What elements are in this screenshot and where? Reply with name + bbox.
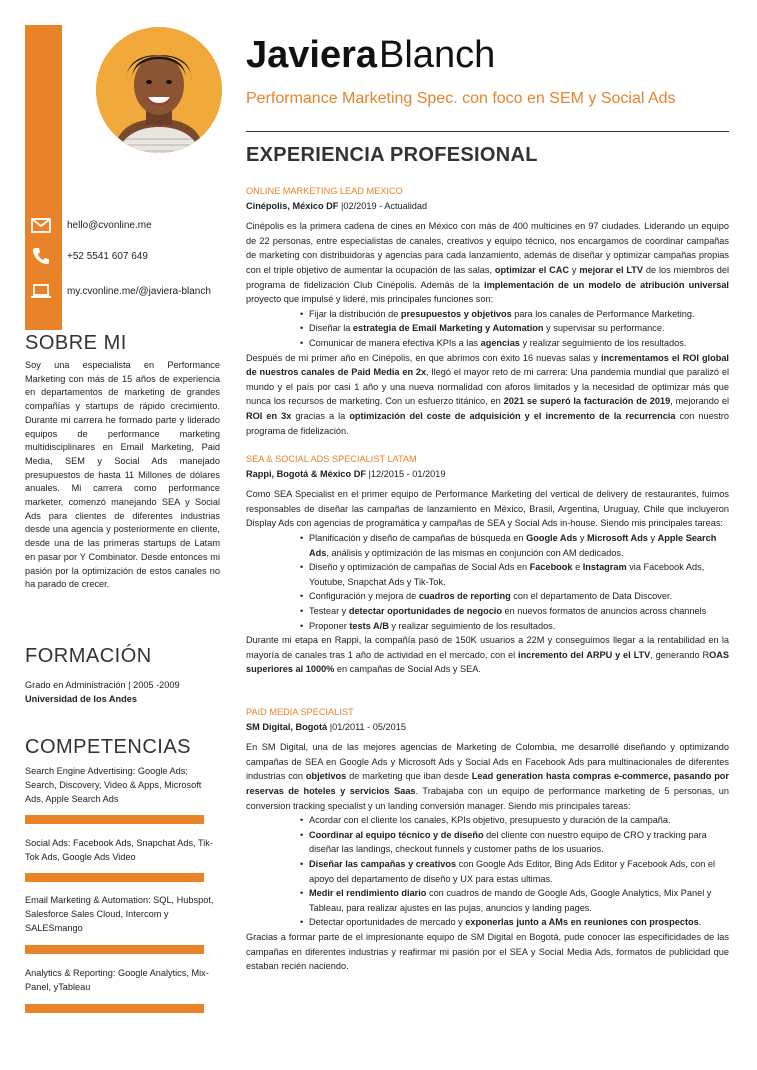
job-entry <box>246 184 729 438</box>
skills-title: COMPETENCIAS <box>25 736 192 758</box>
job-title: PAID MEDIA SPECIALIST <box>246 707 354 717</box>
task-bullet: • Fijar la distribución de presupuestos y objetivos para los canales de Performance Marketing. <box>300 307 729 322</box>
education-school: Universidad de los Andes <box>25 694 137 704</box>
company-name: SM Digital, Bogotá <box>246 721 328 732</box>
task-bullet: • Planificación y diseño de campañas de búsqueda en Google Ads y Microsoft Ads y Apple Search Ads, análisis y optimización de las mismas en conjunción con AM dedicados. <box>300 531 729 560</box>
candidate-name <box>246 34 495 77</box>
job-tasks <box>246 307 729 351</box>
job-dates: |01/2011 - 05/2015 <box>327 721 406 732</box>
task-bullet: • Testear y detectar oportunidades de negocio en nuevos formatos de anuncios across channels <box>300 604 729 619</box>
last-name: Blanch <box>379 34 496 76</box>
job-title: SEA & SOCIAL ADS SPECIALIST LATAM <box>246 454 417 464</box>
company-name: Rappi, Bogotá & México DF <box>246 468 366 479</box>
task-bullet: • Medir el rendimiento diario con cuadros de mando de Google Ads, Google Analytics, Mix Panel y Tableau, para realizar ajustes en las pujas, anuncios y landing pages. <box>300 886 729 915</box>
first-name: Javiera <box>246 34 378 76</box>
website-link[interactable]: my.cvonline.me/@javiera-blanch <box>67 285 211 297</box>
education-title: FORMACIÓN <box>25 645 152 667</box>
education-entry <box>25 678 180 706</box>
email-link[interactable]: hello@cvonline.me <box>67 219 152 231</box>
header-divider <box>246 131 729 132</box>
job-description: En SM Digital, una de las mejores agencias de Marketing de Colombia, me desarrollé diseñando y optimizando campañas de SEA en Google Ads y Microsoft Ads y Social Ads en Facebook Ads para multinacionales de diferentes industrias con objetivos de marketing que iban desde Lead generation hasta compras e-commerce, pasando por reservas de hoteles y servicios Saas. Trabajaba con un equipo de performance marketing de 5 personas, un conversion tracking specialist y un landing conversión manager. Siendo mis principales tareas: <box>246 742 729 811</box>
job-description: Como SEA Specialist en el primer equipo de Performance Marketing del vertical de delivery de restaurantes, fuimos responsables de diseñar las campañas de lanzamiento en México, Brasil, Argentina, Uruguay, Chile que incluyeron Display Ads con agencias de programática y campañas de SEA y Social Ads in-house. Siendo mis principales tareas: <box>246 489 729 529</box>
job-entry <box>246 452 729 677</box>
task-bullet: • Acordar con el cliente los canales, KPIs objetivo, presupuesto y duración de la campaña. <box>300 813 729 828</box>
task-bullet: • Diseño y optimización de campañas de Social Ads en Facebook e Instagram via Facebook Ads, Youtube, Snapchat Ads y Tik-Tok. <box>300 560 729 589</box>
job-company <box>246 720 729 735</box>
task-bullet: • Configuración y mejora de cuadros de reporting con el departamento de Data Discover. <box>300 589 729 604</box>
phone-icon <box>30 246 52 266</box>
task-bullet: • Detectar oportunidades de mercado y exponerlas junto a AMs en reuniones con prospectos. <box>300 915 729 930</box>
job-dates: |12/2015 - 01/2019 <box>365 468 446 479</box>
job-achievements: Durante mi etapa en Rappi, la compañía pasó de 150K usuarios a 22M y conseguimos llegar a la rentabilidad en la mayoría de canales tras 1 año de actividad en el mercado, con el incremento del ARPU y el LTV, generando ROAS superiores al 1000% en campañas de Social Ads y SEA. <box>246 635 730 675</box>
job-achievements: Gracias a formar parte de el impresionante equipo de SM Digital en Bogotá, pude conocer las especificidades de las campañas en diferentes industrias y reafirmar mi pasión por el SEA y Social Media Ads, formatos de publicidad que estaban recién naciendo. <box>246 931 729 972</box>
about-text: Soy una especialista en Performance Marketing con más de 15 años de experiencia en departamentos de marketing de grandes compañías y startups de rápido crecimiento. Durante mi carrera he formado parte y liderado equipos de performance marketing multidisciplinares en Email Marketing, Paid Media, SEM y Social Ads manejado presupuestos de hasta 11 Millones de dólares anuales. Mi carrera como performance marketer, comenzó manejando SEA y Social Ads para clientes de diferentes industrias desde una agencia y posteriormente en cliente, desde una de las primeras startups de Latam en pasar por Y Combinator. Desde entonces mi pasión por la optimización de estos canales no ha parado de crecer. <box>25 360 220 590</box>
task-bullet: • Diseñar la estrategia de Email Marketing y Automation y supervisar su performance. <box>300 321 729 336</box>
mail-icon <box>30 215 52 235</box>
job-headline: Performance Marketing Spec. con foco en SEM y Social Ads <box>246 90 676 107</box>
job-description: Cinépolis es la primera cadena de cines en México con más de 400 multicines en 97 ciudades. Liderando un equipo de 22 personas, entre especialistas de canales, creativos y equipo técnico, nos encargamos de coordinar campañas de marketing con distribuidoras y agencias para cada lanzamiento, además de diseñar y optimizar campañas propias con el triple objetivo de aumentar la ocupación de las salas, optimizar el CAC y mejorar el LTV de los miembros del programa de fidelización Club Cinépolis. Además de la implementación de un modelo de atribución universal proyecto que impulsé y lideré, mis principales funciones son: <box>246 221 729 305</box>
contact-phone <box>30 245 148 267</box>
profile-photo <box>96 27 222 153</box>
contact-email <box>30 214 152 236</box>
company-name: Cinépolis, México DF <box>246 200 339 211</box>
skill-level-bar <box>25 873 204 882</box>
task-bullet: • Coordinar al equipo técnico y de diseño del cliente con nuestro equipo de CRO y tracking para diseñar las landings, checkout funnels y customer paths de los usuarios. <box>300 828 729 857</box>
job-achievements: Después de mi primer año en Cinépolis, en que abrimos con éxito 16 nuevas salas y incrementamos el ROI global de nuestros canales de Paid Media en 2x, llegó el mayor reto de mi carrera: Una pandemia mundial que paralizó el mundo y el país por casi 1 año y una nueva normalidad con aforos limitados y la necesidad de optimizar más que nunca los recursos de marketing. Con un esfuerzo titánico, en 2021 se superó la facturación de 2019, mejorando el ROI en 3x gracias a la optimización del coste de adquisición y el incremento de la recurrencia con nuestro programa de fidelización. <box>246 352 729 436</box>
skill-level-bar <box>25 1004 204 1013</box>
skill-item: Social Ads: Facebook Ads, Snapchat Ads, Tik-Tok Ads, Google Ads Video <box>25 838 213 862</box>
skill-level-bar <box>25 945 204 954</box>
task-bullet: • Diseñar las campañas y creativos con Google Ads Editor, Bing Ads Editor y Facebook Ads, con el apoyo del departamento de diseño y UX para estas ultimas. <box>300 857 729 886</box>
job-entry <box>246 705 729 974</box>
job-tasks <box>246 813 729 930</box>
job-title: ONLINE MARKETING LEAD MEXICO <box>246 186 403 196</box>
job-company <box>246 199 729 214</box>
laptop-icon <box>30 281 52 301</box>
skill-level-bar <box>25 815 204 824</box>
education-degree: Grado en Administración | 2005 -2009 <box>25 680 180 690</box>
job-tasks <box>246 531 729 633</box>
phone-number: +52 5541 607 649 <box>67 250 148 262</box>
experience-title: EXPERIENCIA PROFESIONAL <box>246 144 538 166</box>
task-bullet: • Proponer tests A/B y realizar seguimiento de los resultados. <box>300 619 729 634</box>
job-company <box>246 467 729 482</box>
job-dates: |02/2019 - Actualidad <box>340 200 428 211</box>
skill-item: Email Marketing & Automation: SQL, Hubspot, Salesforce Sales Cloud, Intercom y SALESmango <box>25 895 214 933</box>
contact-website <box>30 280 211 302</box>
task-bullet: • Comunicar de manera efectiva KPIs a las agencias y realizar seguimiento de los resultados. <box>300 336 729 351</box>
about-title: SOBRE MI <box>25 332 127 354</box>
skill-item: Search Engine Advertising: Google Ads; Search, Discovery, Video & Apps, Microsoft Ads, Apple Search Ads <box>25 766 202 804</box>
skill-item: Analytics & Reporting: Google Analytics, Mix-Panel, yTableau <box>25 968 209 992</box>
